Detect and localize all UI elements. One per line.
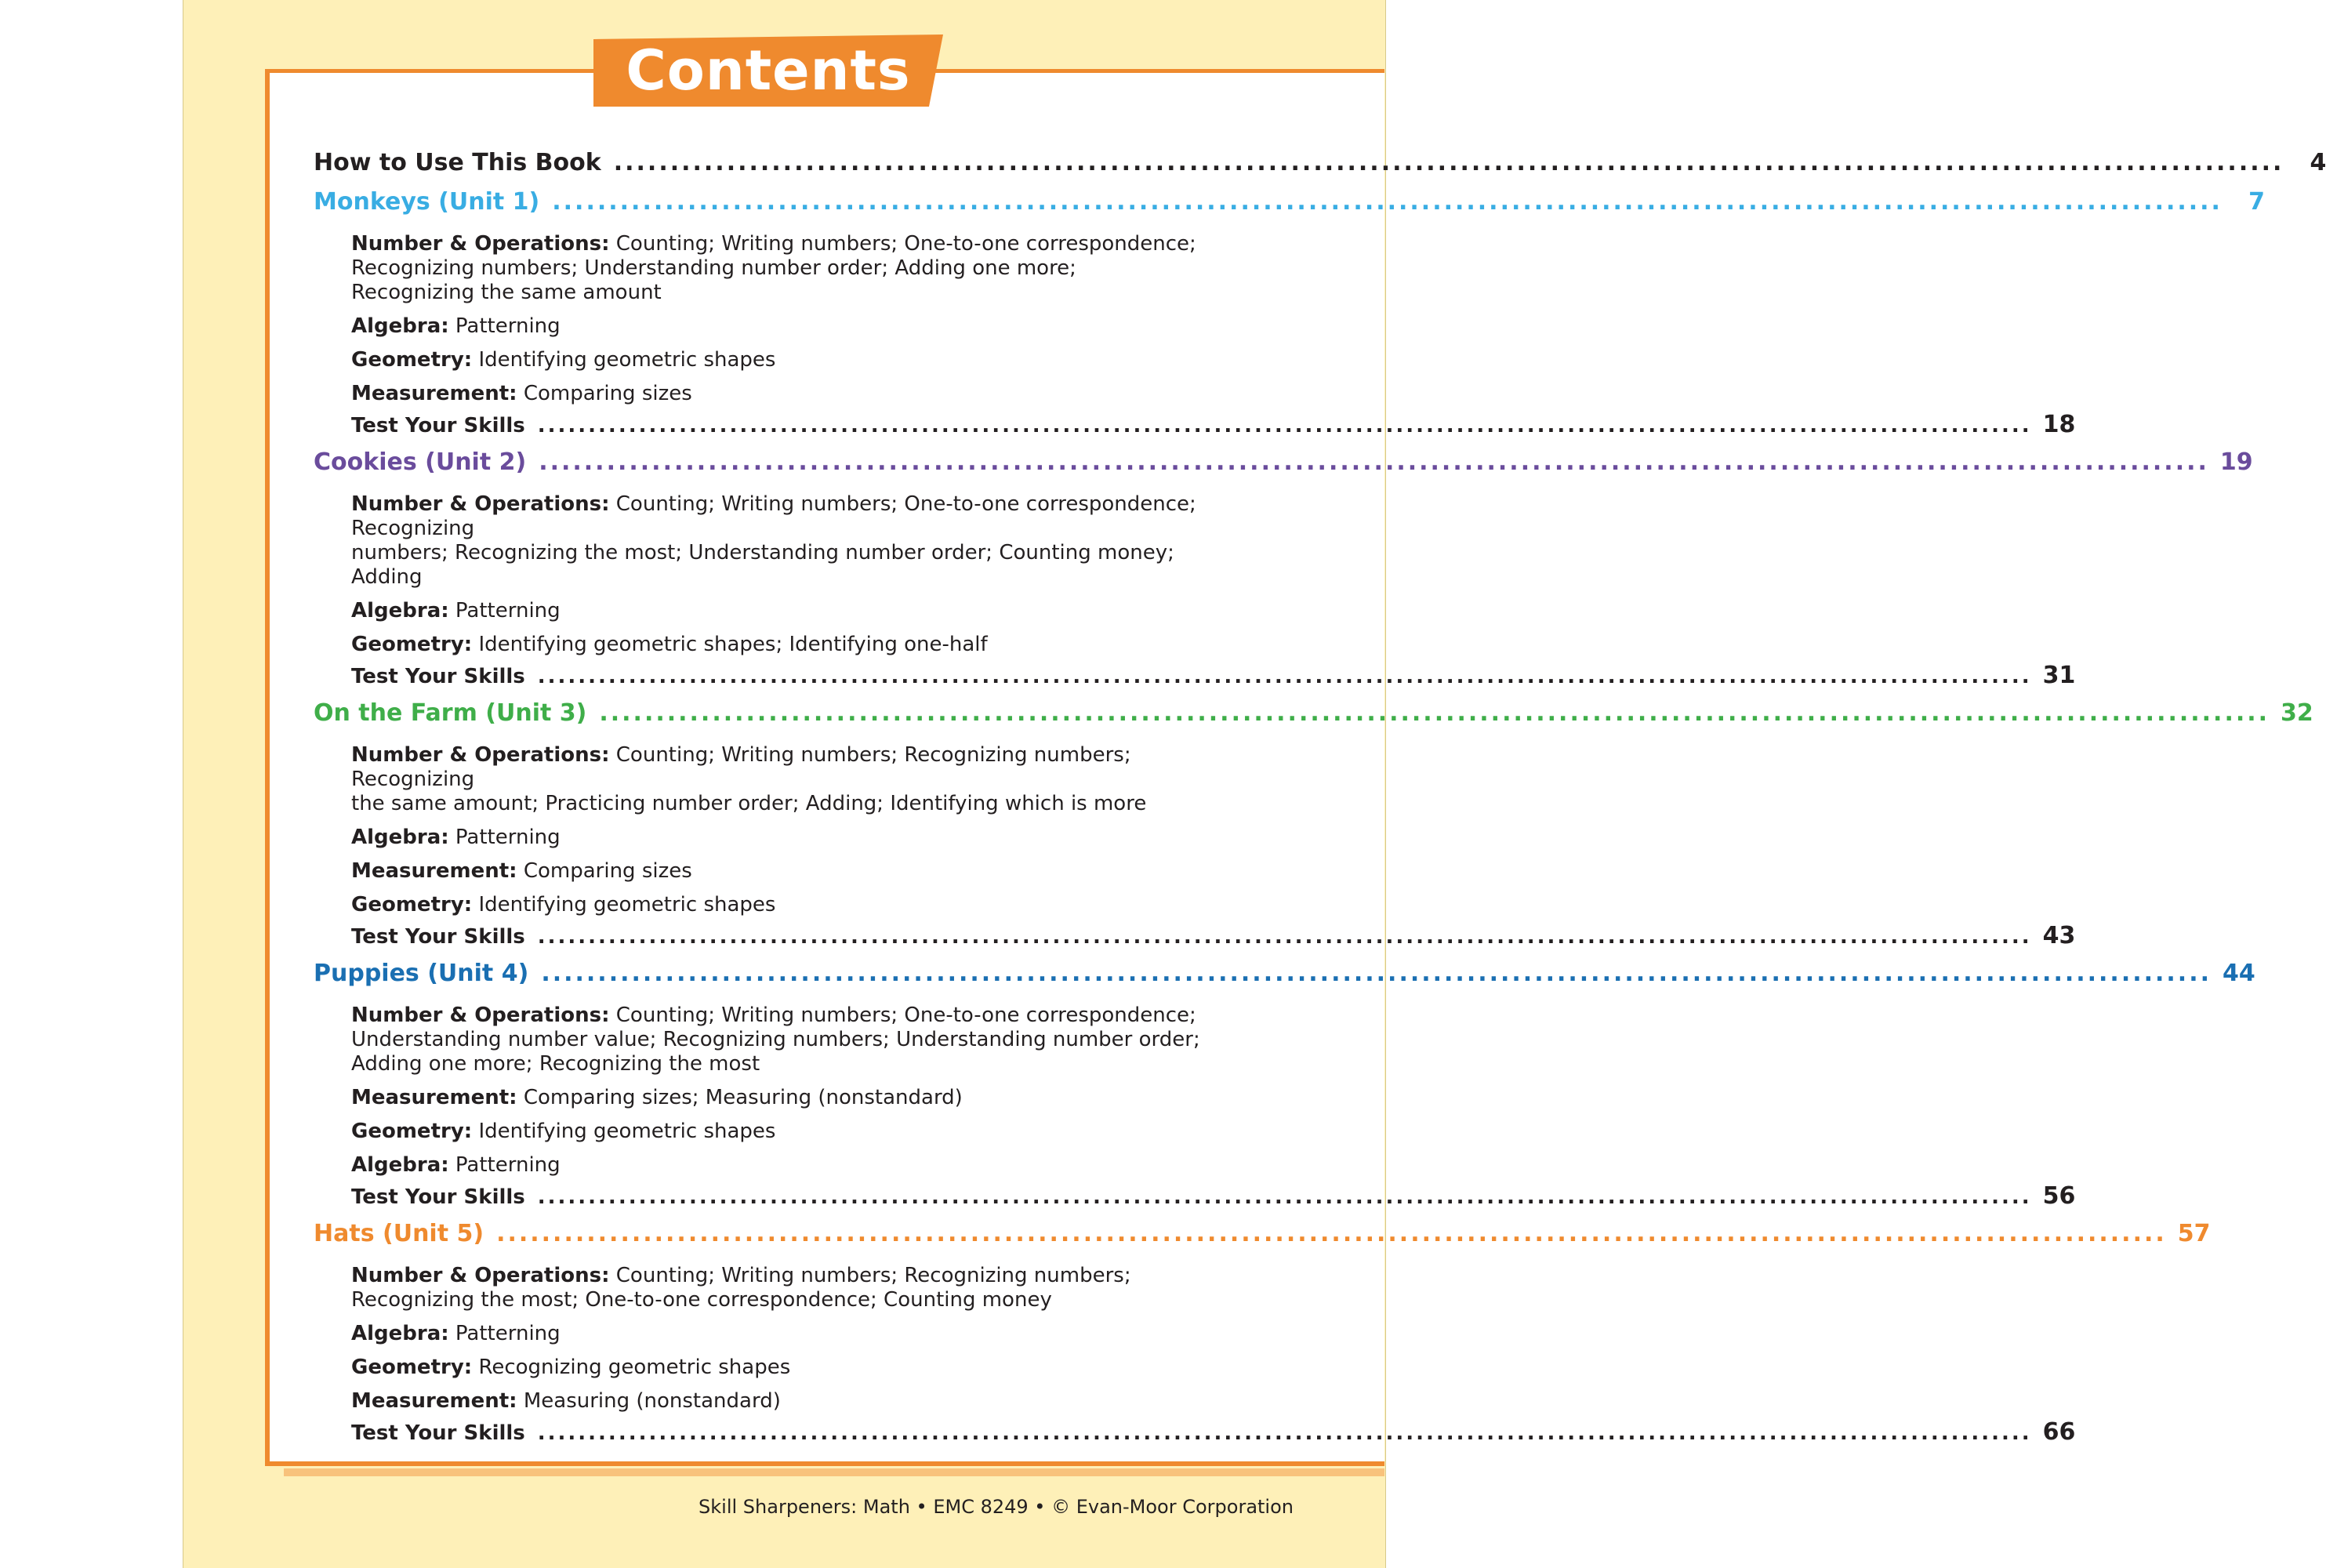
topic-value: Counting; Writing numbers; Recognizing numbers; Recognizing [351,743,1131,791]
unit-title: Hats (Unit 5) [314,1220,484,1247]
topic-line [351,1264,1237,1312]
unit-title: Puppies (Unit 4) [314,960,529,987]
topic-key: Algebra: [351,599,449,622]
unit-section-1 [314,188,2265,445]
topic-line [351,893,1237,917]
test-your-skills-entry[interactable] [351,1182,2076,1217]
unit-section-3 [314,699,2313,956]
topic-value: Patterning [455,599,561,622]
toc-entry-how-to-use[interactable] [314,149,2326,185]
dot-leader: .................................................................................................................................................... [537,1185,2032,1209]
unit-title: On the Farm (Unit 3) [314,699,587,727]
topic-key: Measurement: [351,859,517,883]
dot-leader: .................................................................................................................................................... [552,188,2223,216]
topic-line [351,232,1237,305]
topic-value: Patterning [455,826,561,849]
topic-value: Comparing sizes; Measuring (nonstandard) [523,1086,963,1109]
topic-value: Identifying geometric shapes; Identifying one-half [478,633,988,656]
topic-value: Measuring (nonstandard) [523,1389,781,1413]
frame-shadow [284,1468,1384,1476]
topic-key: Measurement: [351,382,517,405]
topic-line [351,382,1237,406]
test-your-skills-entry[interactable] [351,1418,2076,1453]
topic-line [351,599,1237,623]
topic-key: Number & Operations: [351,1264,610,1287]
topic-line [351,1004,1237,1076]
topic-key: Geometry: [351,893,473,916]
topic-key: Measurement: [351,1389,517,1413]
unit-heading[interactable] [314,960,2255,994]
topic-key: Geometry: [351,348,473,372]
topic-line [351,633,1237,657]
dot-leader: .................................................................................................................................................... [537,1421,2032,1445]
dot-leader: .................................................................................................................................................... [541,960,2212,987]
table-of-contents [314,149,2326,1453]
unit-section-2 [314,448,2253,696]
unit-heading[interactable] [314,699,2313,734]
dot-leader: .................................................................................................................................................... [496,1220,2167,1247]
topic-key: Geometry: [351,1120,473,1143]
test-label: Test Your Skills [351,925,525,949]
topic-key: Number & Operations: [351,232,610,256]
topic-line [351,1120,1237,1144]
topic-value: Identifying geometric shapes [478,893,776,916]
topic-value: Comparing sizes [523,382,692,405]
topic-key: Measurement: [351,1086,517,1109]
toc-entry-label: How to Use This Book [314,149,601,176]
topic-key: Number & Operations: [351,1004,610,1027]
topic-key: Algebra: [351,826,449,849]
topic-line [351,314,1237,339]
unit-page: 44 [2223,960,2255,987]
topic-line [351,1153,1237,1178]
test-your-skills-entry[interactable] [351,922,2076,956]
unit-section-4 [314,960,2255,1217]
unit-heading[interactable] [314,188,2265,223]
topic-value: Comparing sizes [523,859,692,883]
unit-heading[interactable] [314,1220,2211,1254]
topic-value-cont: Recognizing numbers; Understanding number order; Adding one more; [351,256,1076,280]
topic-value: Counting; Writing numbers; One-to-one correspondence; [615,232,1196,256]
topic-key: Geometry: [351,1356,473,1379]
topic-key: Number & Operations: [351,743,610,767]
topic-line [351,1086,1237,1110]
topic-value: Patterning [455,1322,561,1345]
test-label: Test Your Skills [351,1421,525,1445]
title-banner [593,34,943,107]
topic-value: Counting; Writing numbers; Recognizing numbers; [615,1264,1131,1287]
topic-value: Patterning [455,314,561,338]
topic-value: Identifying geometric shapes [478,348,776,372]
test-your-skills-entry[interactable] [351,662,2076,696]
topic-line [351,1322,1237,1346]
topic-line [351,1356,1237,1380]
dot-leader: .................................................................................................................................................... [599,699,2270,727]
unit-section-5 [314,1220,2211,1453]
test-your-skills-entry[interactable] [351,411,2076,445]
topic-line [351,859,1237,884]
topic-value-cont: numbers; Recognizing the most; Understanding number order; Counting money; Adding [351,541,1174,589]
dot-leader: .................................................................................................................................................... [537,414,2032,437]
topic-line [351,826,1237,850]
topic-value: Identifying geometric shapes [478,1120,776,1143]
test-page: 18 [2042,411,2076,438]
topic-value-cont: Understanding number value; Recognizing numbers; Understanding number order; [351,1028,1200,1051]
dot-leader: .................................................................................................................................................... [537,925,2032,949]
unit-title: Cookies (Unit 2) [314,448,527,476]
dot-leader: .................................................................................................................................................... [613,149,2284,176]
topic-key: Algebra: [351,314,449,338]
test-page: 31 [2042,662,2076,689]
unit-page: 57 [2177,1220,2211,1247]
topic-value-cont: Recognizing the most; One-to-one correspondence; Counting money [351,1288,1052,1312]
test-label: Test Your Skills [351,414,525,437]
unit-heading[interactable] [314,448,2253,483]
topic-key: Algebra: [351,1322,449,1345]
topic-value-cont: Adding one more; Recognizing the most [351,1052,760,1076]
test-page: 43 [2042,922,2076,949]
unit-page: 19 [2219,448,2253,476]
test-page: 66 [2042,1418,2076,1446]
topic-line [351,1389,1237,1414]
test-label: Test Your Skills [351,1185,525,1209]
page-footer: Skill Sharpeners: Math • EMC 8249 • © Evan-Moor Corporation [699,1496,1294,1518]
topic-value: Counting; Writing numbers; One-to-one correspondence; Recognizing [351,492,1196,540]
unit-page: 32 [2281,699,2313,727]
topic-value: Patterning [455,1153,561,1177]
topic-line [351,492,1237,590]
test-page: 56 [2042,1182,2076,1210]
topic-value-cont: Recognizing the same amount [351,281,662,304]
topic-value-cont: the same amount; Practicing number order; Adding; Identifying which is more [351,792,1147,815]
topic-line [351,743,1237,816]
topic-key: Number & Operations: [351,492,610,516]
test-label: Test Your Skills [351,665,525,688]
unit-title: Monkeys (Unit 1) [314,188,540,216]
unit-page: 7 [2248,188,2265,216]
dot-leader: .................................................................................................................................................... [537,665,2032,688]
page-title: Contents [626,38,911,103]
topic-line [351,348,1237,372]
topic-value: Recognizing geometric shapes [478,1356,791,1379]
topic-key: Algebra: [351,1153,449,1177]
toc-entry-page: 4 [2310,149,2326,176]
topic-key: Geometry: [351,633,473,656]
dot-leader: .................................................................................................................................................... [539,448,2209,476]
topic-value: Counting; Writing numbers; One-to-one correspondence; [615,1004,1196,1027]
